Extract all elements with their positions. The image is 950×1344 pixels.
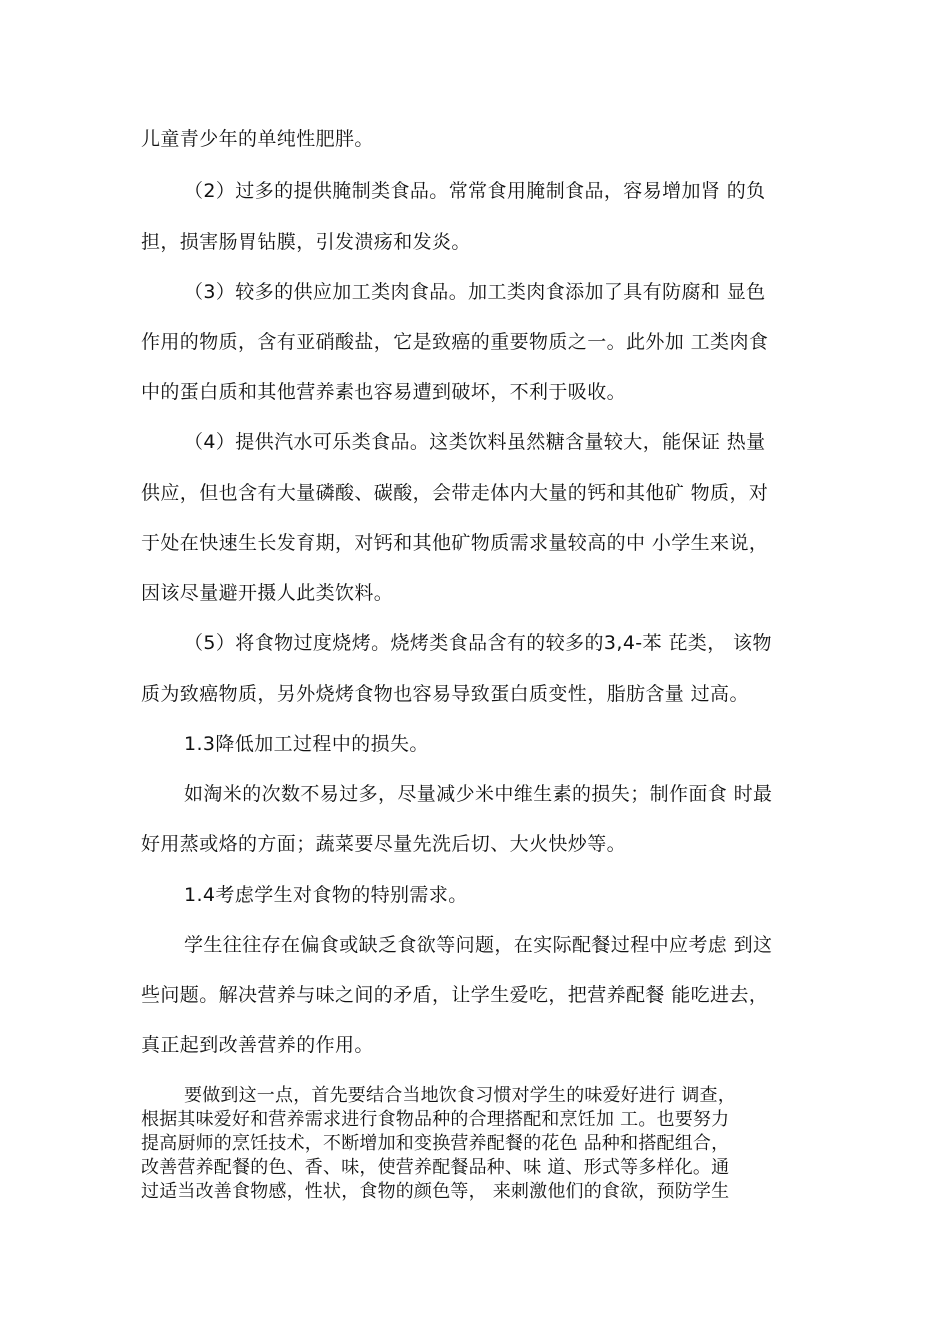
text-line: 好用蒸或烙的方面；蔬菜要尽量先洗后切、大火快炒等。 xyxy=(141,833,627,855)
text-line: 供应，但也含有大量磷酸、碳酸，会带走体内大量的钙和其他矿 物质，对 xyxy=(141,482,769,504)
text-line: （4）提供汽水可乐类食品。这类饮料虽然糖含量较大，能保证 热量 xyxy=(184,431,766,453)
text-line: 学生往往存在偏食或缺乏食欲等问题，在实际配餐过程中应考虑 到这 xyxy=(184,934,773,956)
dense-text-line: 过适当改善食物感，性状，食物的颜色等， 来刺激他们的食欲，预防学生 xyxy=(141,1181,730,1202)
section-heading: 1.4考虑学生对食物的特别需求。 xyxy=(184,884,468,906)
text-line: （3）较多的供应加工类肉食品。加工类肉食添加了具有防腐和 显色 xyxy=(184,281,766,303)
text-line: （5）将食物过度烧烤。烧烤类食品含有的较多的3,4-苯 芘类， 该物 xyxy=(184,632,772,654)
dense-text-line: 根据其味爱好和营养需求进行食物品种的合理搭配和烹饪加 工。也要努力 xyxy=(141,1109,730,1130)
dense-text-line: 改善营养配餐的色、香、味，使营养配餐品种、味 道、形式等多样化。通 xyxy=(141,1157,730,1178)
text-line: 质为致癌物质，另外烧烤食物也容易导致蛋白质变性，脂肪含量 过高。 xyxy=(141,683,749,705)
text-line: 担，损害肠胃钻膜，引发溃疡和发炎。 xyxy=(141,231,471,253)
text-line: 中的蛋白质和其他营养素也容易遭到破坏，不利于吸收。 xyxy=(141,381,627,403)
text-line: 如淘米的次数不易过多，尽量减少米中维生素的损失；制作面食 时最 xyxy=(184,783,773,805)
text-line: （2）过多的提供腌制类食品。常常食用腌制食品，容易增加肾 的负 xyxy=(184,180,766,202)
section-heading: 1.3降低加工过程中的损失。 xyxy=(184,733,429,755)
dense-text-line: 提高厨师的烹饪技术，不断增加和变换营养配餐的花色 品种和搭配组合， xyxy=(141,1133,730,1154)
text-line: 作用的物质，含有亚硝酸盐，它是致癌的重要物质之一。此外加 工类肉食 xyxy=(141,331,769,353)
text-line: 些问题。解决营养与味之间的矛盾，让学生爱吃，把营养配餐 能吃进去， xyxy=(141,984,769,1006)
text-line: 因该尽量避开摄人此类饮料。 xyxy=(141,582,394,604)
text-line: 于处在快速生长发育期，对钙和其他矿物质需求量较高的中 小学生来说， xyxy=(141,532,769,554)
dense-text-line: 要做到这一点，首先要结合当地饮食习惯对学生的味爱好进行 调查， xyxy=(184,1085,736,1106)
text-line: 儿童青少年的单纯性肥胖。 xyxy=(141,128,374,150)
text-line: 真正起到改善营养的作用。 xyxy=(141,1034,374,1056)
